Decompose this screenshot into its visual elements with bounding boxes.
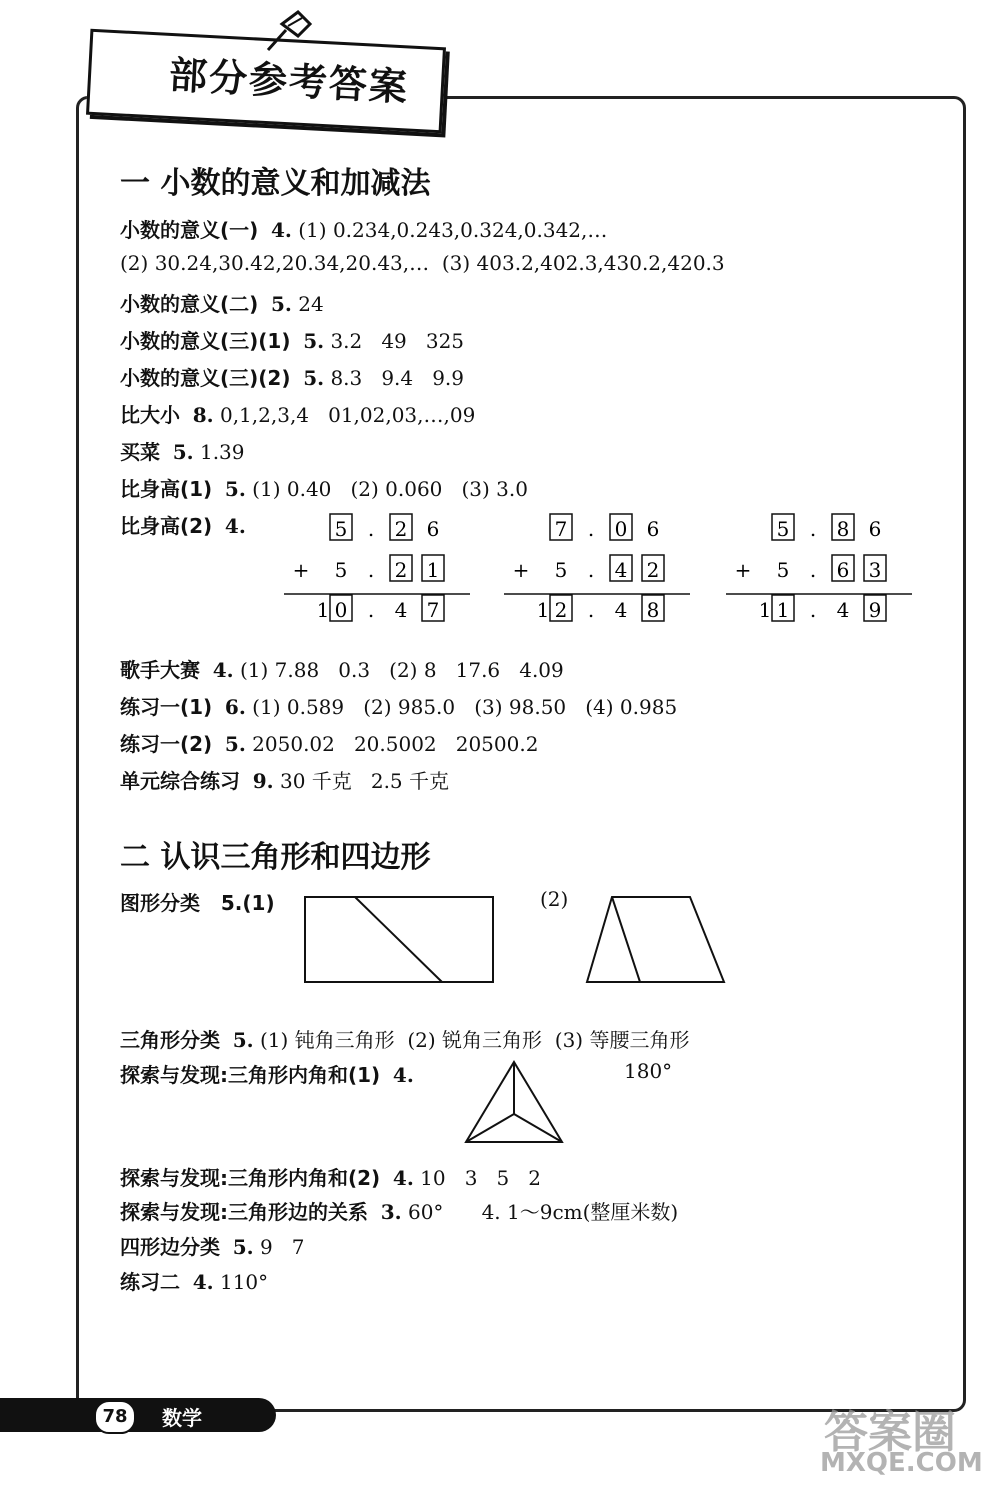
answer-row: 练习二 4. 110°: [120, 1270, 269, 1294]
addend-digit: .: [587, 558, 595, 582]
sum-digit: 1: [536, 598, 550, 622]
addend-digit: .: [367, 517, 375, 541]
figure-label-2: (2): [540, 887, 569, 911]
answer-row: 小数的意义(二) 5. 24: [120, 292, 324, 316]
answer-row: 比大小 8. 0,1,2,3,4 01,02,03,…,09: [120, 403, 476, 427]
addend-digit: +: [292, 558, 310, 582]
section-title-2: 二 认识三角形和四边形: [120, 840, 431, 875]
answer-row: 比身高(1) 5. (1) 0.40 (2) 0.060 (3) 3.0: [120, 477, 528, 501]
addend-digit: 4: [614, 558, 628, 582]
answer-row: 练习一(1) 6. (1) 0.589 (2) 985.0 (3) 98.50 (4) 0.985: [120, 695, 678, 719]
footer-bar: [0, 1398, 276, 1432]
addend-digit: 6: [836, 558, 850, 582]
section-title-1: 一 小数的意义和加减法: [120, 166, 431, 201]
answer-row: 三角形分类 5. (1) 钝角三角形 (2) 锐角三角形 (3) 等腰三角形: [120, 1028, 690, 1052]
sum-digit: 1: [758, 598, 772, 622]
sum-digit: .: [367, 598, 375, 622]
addend-digit: 5: [334, 558, 348, 582]
sum-digit: .: [587, 598, 595, 622]
answer-row: 比身高(2) 4.: [120, 514, 246, 538]
addend-digit: .: [809, 517, 817, 541]
vertical-addition-figures: [0, 0, 1000, 660]
sum-digit: 1: [776, 598, 790, 622]
page-title: 部分参考答案: [168, 52, 411, 110]
sum-digit: 8: [646, 598, 660, 622]
sum-digit: 4: [836, 598, 850, 622]
addend-digit: 5: [776, 517, 790, 541]
answer-row: 探索与发现:三角形内角和(2) 4. 10 3 5 2: [120, 1166, 542, 1190]
answer-row: 单元综合练习 9. 30 千克 2.5 千克: [120, 769, 450, 793]
addend-digit: 2: [646, 558, 660, 582]
sum-digit: .: [809, 598, 817, 622]
addend-digit: .: [587, 517, 595, 541]
sum-digit: 2: [554, 598, 568, 622]
sum-digit: 9: [868, 598, 882, 622]
answer-row: 练习一(2) 5. 2050.02 20.5002 20500.2: [120, 732, 539, 756]
sum-digit: 1: [316, 598, 330, 622]
answer-row: 小数的意义(三)(1) 5. 3.2 49 325: [120, 329, 465, 353]
trapezoid-split-figure: [582, 892, 732, 984]
watermark-url: MXQE.COM: [820, 1448, 983, 1478]
answer-row: 歌手大赛 4. (1) 7.88 0.3 (2) 8 17.6 4.09: [120, 658, 564, 682]
triangle-angle-figure: [462, 1058, 566, 1146]
addend-digit: +: [512, 558, 530, 582]
sum-digit: 4: [614, 598, 628, 622]
answer-row: 小数的意义(三)(2) 5. 8.3 9.4 9.9: [120, 366, 465, 390]
addend-digit: 2: [394, 558, 408, 582]
page-number: 78: [94, 1400, 136, 1434]
figure-label-1: 图形分类 5.(1): [120, 891, 275, 915]
answer-row: 四形边分类 5. 9 7: [120, 1235, 305, 1259]
addend-digit: +: [734, 558, 752, 582]
angle-sum-value: 180°: [624, 1059, 673, 1083]
rectangle-split-figure: [300, 892, 500, 984]
subject-label: 数学: [162, 1406, 202, 1430]
answer-row: 探索与发现:三角形内角和(1) 4.: [120, 1063, 414, 1087]
answer-row: 买菜 5. 1.39: [120, 440, 245, 464]
addend-digit: 7: [554, 517, 568, 541]
sum-digit: 4: [394, 598, 408, 622]
addend-digit: 5: [334, 517, 348, 541]
addend-digit: 1: [426, 558, 440, 582]
sum-digit: 0: [334, 598, 348, 622]
answer-row: (2) 30.24,30.42,20.34,20.43,… (3) 403.2,402.3,430.2,420.3: [120, 251, 725, 275]
addend-digit: 5: [554, 558, 568, 582]
answer-row: 探索与发现:三角形边的关系 3. 60° 4. 1～9cm(整厘米数): [120, 1200, 679, 1224]
addend-digit: 8: [836, 517, 850, 541]
addend-digit: 6: [646, 517, 660, 541]
addend-digit: 6: [868, 517, 882, 541]
answer-row: 小数的意义(一) 4. (1) 0.234,0.243,0.324,0.342,…: [120, 218, 608, 242]
addend-digit: 6: [426, 517, 440, 541]
addend-digit: .: [809, 558, 817, 582]
addend-digit: .: [367, 558, 375, 582]
addend-digit: 3: [868, 558, 882, 582]
addend-digit: 2: [394, 517, 408, 541]
addend-digit: 5: [776, 558, 790, 582]
addend-digit: 0: [614, 517, 628, 541]
sum-digit: 7: [426, 598, 440, 622]
watermark-logo: 答案圈: [824, 1407, 956, 1458]
